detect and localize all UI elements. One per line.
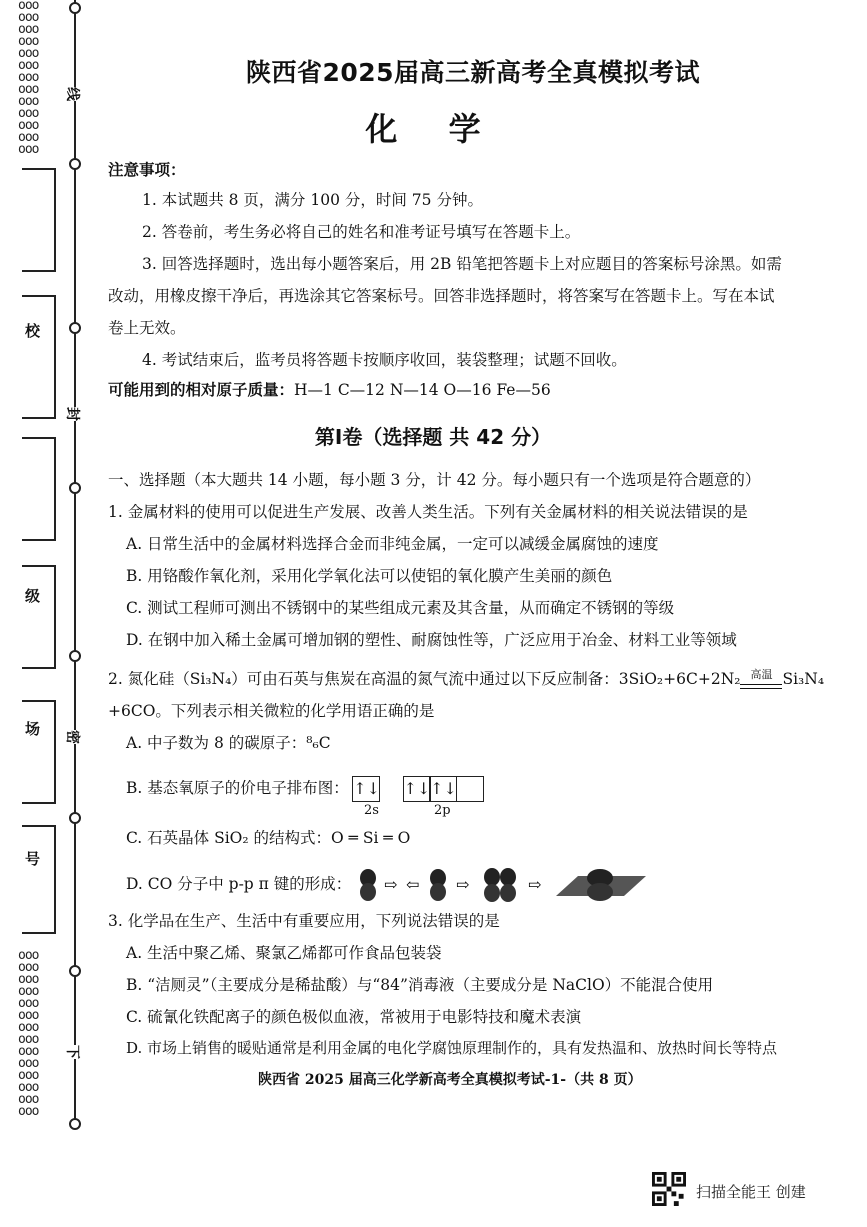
question-2-stem-text: 2. 氮化硅（Si₃N₄）可由石英与焦炭在高温的氮气流中通过以下反应制备：3SiO₂+6C+2N₂ xyxy=(108,670,741,688)
arrow-left-icon: ⇦ xyxy=(406,875,420,894)
atomic-mass-label: 可能用到的相对原子质量： xyxy=(108,381,295,399)
question-1-option-a: A. 日常生活中的金属材料选择合金而非纯金属，一定可以减缓金属腐蚀的速度 xyxy=(126,535,659,553)
pi-bond-icon xyxy=(556,869,646,901)
info-box-label: 场 xyxy=(25,720,41,738)
subject-title: 化 学 xyxy=(365,110,501,148)
question-2-option-a: A. 中子数为 8 的碳原子：⁸₆C xyxy=(126,734,331,752)
orbital-2p-box xyxy=(456,776,484,802)
cut-dot xyxy=(69,322,81,334)
pi-bond-formation-diagram xyxy=(356,868,696,902)
question-1-option-b: B. 用铬酸作氧化剂，采用化学氧化法可以使铝的氧化膜产生美丽的颜色 xyxy=(126,567,613,585)
question-2-option-d xyxy=(126,868,696,902)
atomic-mass-line xyxy=(108,378,551,400)
note-item: 4. 考试结束后，监考员将答题卡按顺序收回，装袋整理；试题不回收。 xyxy=(142,351,627,369)
page-footer: 陕西省 2025 届高三化学新高考全真模拟考试-1-（共 8 页） xyxy=(258,1072,642,1088)
punch-holes-bottom: ooo ooo ooo ooo ooo ooo ooo ooo ooo ooo ooo ooo ooo ooo xyxy=(18,948,39,1119)
cut-word: 下 xyxy=(61,1045,85,1059)
arrow-right-icon: ⇨ xyxy=(384,875,398,894)
question-3-option-c: C. 硫氰化铁配离子的颜色极似血液，常被用于电影特技和魔术表演 xyxy=(126,1008,582,1026)
cut-dot xyxy=(69,965,81,977)
section-title: 第Ⅰ卷（选择题 共 42 分） xyxy=(314,425,552,449)
p-orbital-icon xyxy=(360,869,376,901)
cut-dot xyxy=(69,812,81,824)
info-box-label: 号 xyxy=(25,850,41,868)
question-3-option-d: D. 市场上销售的暖贴通常是利用金属的电化学腐蚀原理制作的，具有发热温和、放热时间长等特点 xyxy=(126,1039,778,1057)
question-3-option-b: B. “洁厕灵”（主要成分是稀盐酸）与“84”消毒液（主要成分是 NaClO）不能混合使用 xyxy=(126,976,714,994)
punch-holes-top: ooo ooo ooo ooo ooo ooo ooo ooo ooo ooo ooo ooo ooo xyxy=(18,0,39,157)
orbital-2p-label: 2p xyxy=(434,803,451,818)
qr-code-icon xyxy=(652,1172,686,1206)
info-box xyxy=(22,295,56,419)
notes-heading: 注意事项： xyxy=(108,161,186,179)
p-orbital-icon xyxy=(430,869,446,901)
question-2-option-b xyxy=(126,776,484,802)
question-3-option-a: A. 生活中聚乙烯、聚氯乙烯都可作食品包装袋 xyxy=(126,944,442,962)
info-box xyxy=(22,565,56,669)
question-1-stem: 1. 金属材料的使用可以促进生产发展、改善人类生活。下列有关金属材料的相关说法错误的是 xyxy=(108,503,748,521)
note-item: 1. 本试题共 8 页，满分 100 分，时间 75 分钟。 xyxy=(142,191,483,209)
question-2-option-d-text: D. CO 分子中 p-p π 键的形成： xyxy=(126,875,352,893)
note-item: 卷上无效。 xyxy=(108,319,186,337)
info-box xyxy=(22,825,56,934)
cut-word: 密 xyxy=(61,730,85,744)
info-box xyxy=(22,168,56,272)
orbital-2p-box: ↑↓ xyxy=(429,776,457,802)
question-2-stem xyxy=(108,667,824,689)
cut-dot xyxy=(69,482,81,494)
scanner-watermark: 扫描全能王 创建 xyxy=(696,1183,806,1201)
info-box-label: 校 xyxy=(25,322,41,340)
cut-word: 封 xyxy=(61,407,85,421)
section-instruction: 一、选择题（本大题共 14 小题，每小题 3 分，计 42 分。每小题只有一个选项是符合题意的） xyxy=(108,471,761,489)
question-2-option-c: C. 石英晶体 SiO₂ 的结构式：O ═ Si ═ O xyxy=(126,829,411,847)
question-1-option-d: D. 在钢中加入稀土金属可增加钢的塑性、耐腐蚀性等，广泛应用于冶金、材料工业等领域 xyxy=(126,631,737,649)
reaction-product: Si₃N₄ xyxy=(782,670,825,688)
binding-strip xyxy=(0,0,95,1227)
question-2-stem-continued: +6CO。下列表示相关微粒的化学用语正确的是 xyxy=(108,702,435,720)
equals-sign xyxy=(740,684,782,689)
arrow-right-icon: ⇨ xyxy=(528,875,542,894)
atomic-mass-values: H—1 C—12 N—14 O—16 Fe—56 xyxy=(294,381,551,399)
reaction-condition-label: 高温 xyxy=(750,668,773,681)
note-item: 3. 回答选择题时，选出每小题答案后，用 2B 铅笔把答题卡上对应题目的答案标号涂黑。如需 xyxy=(142,255,782,273)
orbital-2s-label: 2s xyxy=(364,803,379,818)
question-2-option-b-text: B. 基态氧原子的价电子排布图： xyxy=(126,779,349,797)
note-item: 改动，用橡皮擦干净后，再选涂其它答案标号。回答非选择题时，将答案写在答题卡上。写在本试 xyxy=(108,287,775,305)
cut-dot xyxy=(69,2,81,14)
question-3-stem: 3. 化学品在生产、生活中有重要应用，下列说法错误的是 xyxy=(108,912,500,930)
note-item: 2. 答卷前，考生务必将自己的姓名和准考证号填写在答题卡上。 xyxy=(142,223,581,241)
question-1-option-c: C. 测试工程师可测出不锈钢中的某些组成元素及其含量，从而确定不锈钢的等级 xyxy=(126,599,675,617)
cut-dot xyxy=(69,1118,81,1130)
info-box-label: 级 xyxy=(25,587,41,605)
info-box xyxy=(22,700,56,804)
cut-dot xyxy=(69,158,81,170)
overlap-orbital-icon xyxy=(484,868,516,902)
exam-title: 陕西省2025届高三新高考全真模拟考试 xyxy=(245,58,701,87)
cut-dot xyxy=(69,650,81,662)
reaction-condition xyxy=(740,668,782,689)
arrow-right-icon: ⇨ xyxy=(456,875,470,894)
orbital-2s-box: ↑↓ xyxy=(352,776,380,802)
orbital-2p-box: ↑↓ xyxy=(403,776,431,802)
info-box xyxy=(22,437,56,541)
cut-word: 线 xyxy=(61,87,85,101)
